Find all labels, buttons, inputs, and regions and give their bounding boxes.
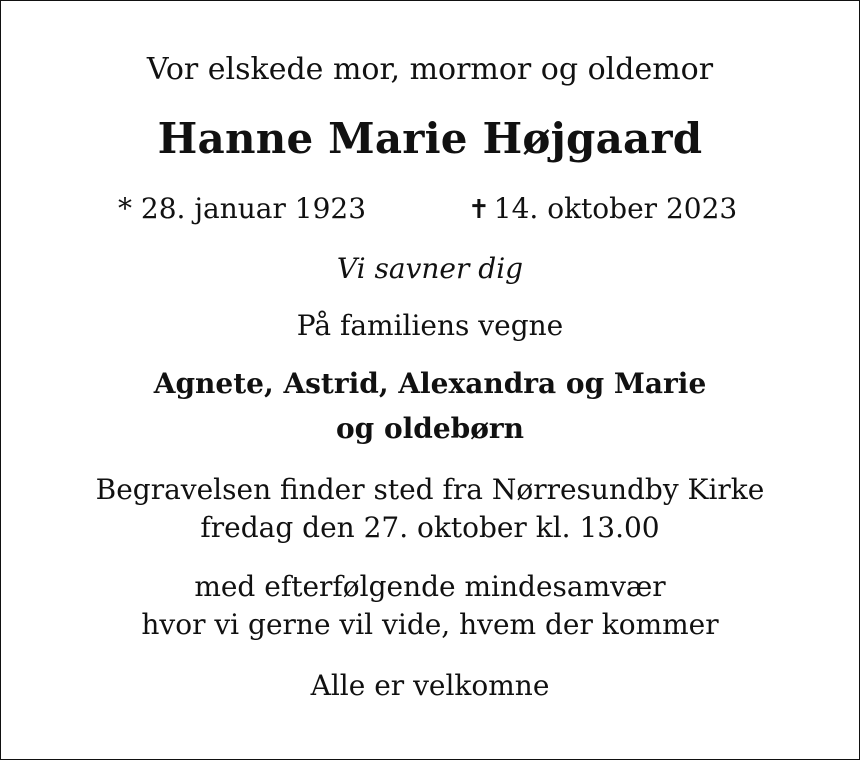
death-date-group xyxy=(468,192,738,225)
intro-line: Vor elskede mor, mormor og oldemor xyxy=(146,52,714,87)
birth-star-icon: * xyxy=(118,192,132,225)
tagline: Vi savner dig xyxy=(336,252,524,285)
death-date: 14. oktober 2023 xyxy=(493,192,738,225)
funeral-info-line-1: Begravelsen finder sted fra Nørresundby Kirke xyxy=(95,473,765,506)
memorial-info-line-2: hvor vi gerne vil vide, hvem der kommer xyxy=(141,608,719,641)
birth-date: 28. januar 1923 xyxy=(140,192,367,225)
welcome-line: Alle er velkomne xyxy=(310,669,550,702)
dates-row xyxy=(0,192,860,229)
deceased-name: Hanne Marie Højgaard xyxy=(157,114,703,163)
memorial-info-line-1: med efterfølgende mindesamvær xyxy=(194,570,666,603)
death-cross-icon: ✝ xyxy=(468,195,490,225)
on-behalf-line: På familiens vegne xyxy=(296,309,564,342)
family-names-line-2: og oldebørn xyxy=(335,412,525,445)
funeral-info-line-2: fredag den 27. oktober kl. 13.00 xyxy=(200,511,660,544)
birth-date-group xyxy=(118,192,367,225)
family-names-line-1: Agnete, Astrid, Alexandra og Marie xyxy=(153,367,707,400)
